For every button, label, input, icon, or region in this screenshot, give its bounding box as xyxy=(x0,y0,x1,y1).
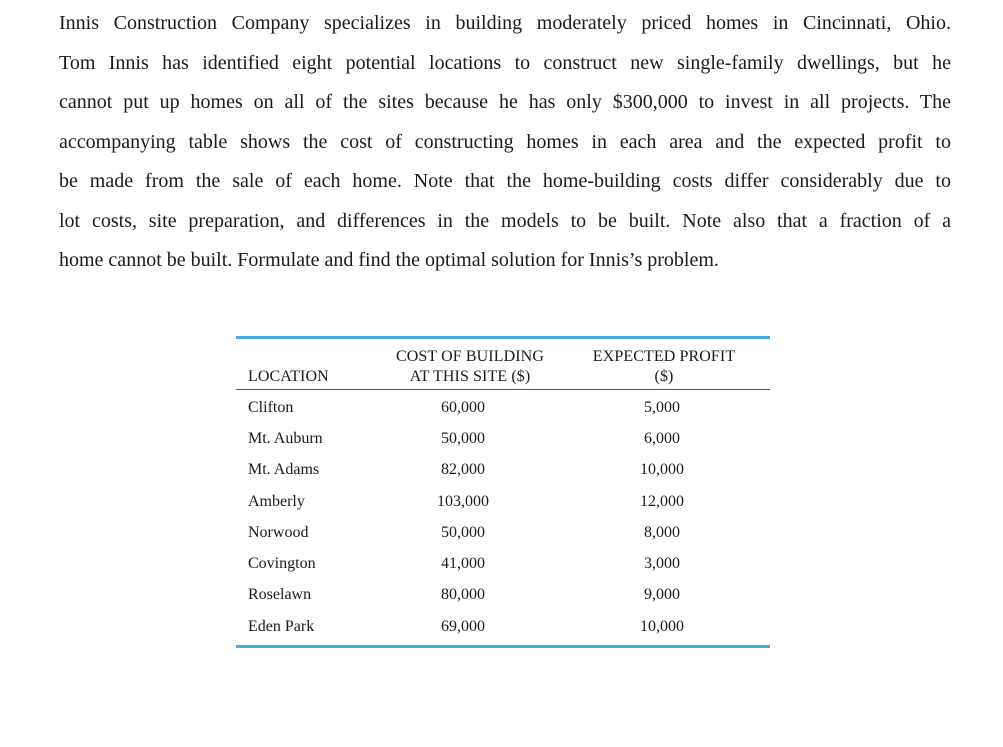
profit-cell: 9,000 xyxy=(644,586,680,604)
table-row xyxy=(236,423,770,454)
problem-line: be made from the sale of each home. Note that the home-building costs differ considerably due to xyxy=(59,170,951,192)
cost-cell: 69,000 xyxy=(441,617,485,635)
problem-statement xyxy=(59,4,951,281)
profit-cell: 12,000 xyxy=(640,492,684,510)
cost-cell: 50,000 xyxy=(441,523,485,541)
table-bottom-rule xyxy=(236,645,770,648)
location-cell: Roselawn xyxy=(248,586,312,604)
location-cell: Clifton xyxy=(248,398,294,416)
location-cell: Mt. Auburn xyxy=(248,429,323,447)
data-table xyxy=(236,347,770,642)
cost-cell: 60,000 xyxy=(441,398,485,416)
profit-cell: 5,000 xyxy=(644,398,680,416)
table-row xyxy=(236,548,770,579)
location-cell: Covington xyxy=(248,555,316,573)
cost-cell: 80,000 xyxy=(441,586,485,604)
cost-profit-table xyxy=(236,336,770,648)
problem-line: lot costs, site preparation, and differences in the models to be built. Note also that a fraction of a xyxy=(59,209,951,232)
table-row xyxy=(236,455,770,486)
location-cell: Amberly xyxy=(248,492,305,510)
table-row xyxy=(236,611,770,642)
table-row xyxy=(236,486,770,517)
profit-cell: 8,000 xyxy=(644,523,680,541)
problem-line: cannot put up homes on all of the sites because he has only $300,000 to invest in all projects. The xyxy=(59,91,951,113)
table-header-row xyxy=(236,347,770,390)
header-location: LOCATION xyxy=(236,347,382,390)
cost-cell: 50,000 xyxy=(441,429,485,447)
cost-cell: 41,000 xyxy=(441,555,485,573)
table-row xyxy=(236,517,770,548)
problem-line: accompanying table shows the cost of constructing homes in each area and the expected profit to xyxy=(59,130,951,153)
cost-cell: 82,000 xyxy=(441,461,485,479)
problem-line: Tom Innis has identified eight potential locations to construct new single-family dwellings, but he xyxy=(59,51,951,74)
profit-cell: 6,000 xyxy=(644,429,680,447)
profit-cell: 3,000 xyxy=(644,555,680,573)
location-cell: Norwood xyxy=(248,523,309,541)
header-cost: COST OF BUILDING AT THIS SITE ($) xyxy=(382,347,558,390)
table-row xyxy=(236,580,770,611)
cost-cell: 103,000 xyxy=(437,492,489,510)
table-row xyxy=(236,390,770,424)
problem-line: home cannot be built. Formulate and find the optimal solution for Innis’s problem. xyxy=(59,249,719,271)
header-profit: EXPECTED PROFIT ($) xyxy=(558,347,770,390)
location-cell: Mt. Adams xyxy=(248,461,320,479)
profit-cell: 10,000 xyxy=(640,617,684,635)
profit-cell: 10,000 xyxy=(640,461,684,479)
problem-line: Innis Construction Company specializes in building moderately priced homes in Cincinnati, Ohio. xyxy=(59,12,951,34)
location-cell: Eden Park xyxy=(248,617,315,635)
table-top-rule xyxy=(236,336,770,339)
